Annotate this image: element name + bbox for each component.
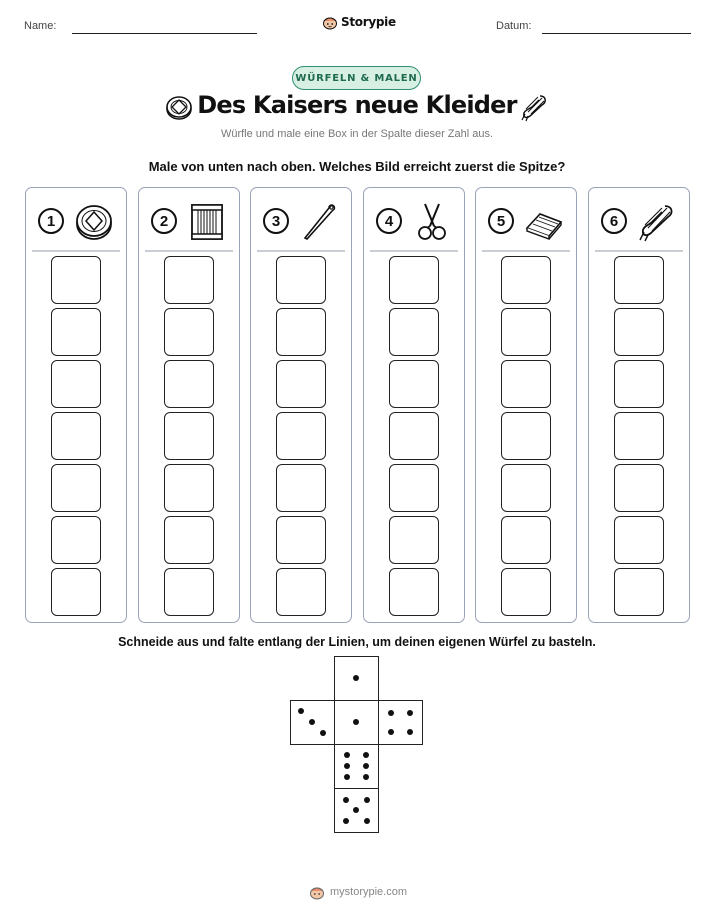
die-pip [363,752,369,758]
color-box[interactable] [614,464,664,512]
footer-url[interactable]: mystorypie.com [330,886,408,898]
die-pip [309,719,315,725]
column-1 [25,187,127,623]
column-divider [257,250,345,252]
column-divider [32,250,120,252]
column-number: 6 [601,208,627,234]
color-box[interactable] [276,568,326,616]
color-box[interactable] [389,516,439,564]
color-box[interactable] [614,412,664,460]
pie-mascot-icon [322,14,338,30]
die-pip [343,797,349,803]
column-3 [250,187,352,623]
column-5 [475,187,577,623]
scissors-icon [412,202,452,242]
column-number: 5 [488,208,514,234]
color-box[interactable] [614,308,664,356]
color-box[interactable] [276,516,326,564]
name-label: Name: [24,20,57,32]
color-box[interactable] [614,568,664,616]
die-pip [320,730,326,736]
color-box[interactable] [164,360,214,408]
color-box[interactable] [51,464,101,512]
die-pip [407,729,413,735]
die-face-6[interactable] [334,744,379,789]
color-box[interactable] [164,256,214,304]
pie-mascot-icon [309,884,325,900]
die-face-3[interactable] [290,700,335,745]
column-number: 2 [151,208,177,234]
brand-name: Storypie [341,15,396,29]
die-pip [344,763,350,769]
thread-skein-icon [637,202,677,242]
color-box[interactable] [614,256,664,304]
color-box[interactable] [276,412,326,460]
die-face-1[interactable] [334,656,379,701]
die-pip [298,708,304,714]
color-box[interactable] [164,308,214,356]
color-box[interactable] [501,568,551,616]
die-face-1-center[interactable] [334,700,379,745]
die-pip [353,675,359,681]
die-pip [343,818,349,824]
footer [309,884,407,900]
die-face-5[interactable] [334,788,379,833]
column-number: 1 [38,208,64,234]
folded-cloth-icon [524,202,564,242]
color-box[interactable] [389,308,439,356]
color-box[interactable] [164,568,214,616]
coin-icon [74,202,114,242]
color-box[interactable] [164,412,214,460]
color-box[interactable] [276,308,326,356]
die-pip [363,774,369,780]
color-box[interactable] [51,516,101,564]
color-box[interactable] [501,464,551,512]
color-box[interactable] [389,568,439,616]
color-box[interactable] [389,464,439,512]
die-pip [388,710,394,716]
column-divider [145,250,233,252]
column-divider [370,250,458,252]
die-pip [344,752,350,758]
die-pip [364,818,370,824]
color-box[interactable] [51,308,101,356]
column-number: 4 [376,208,402,234]
color-box[interactable] [51,568,101,616]
cut-instruction: Schneide aus und falte entlang der Linien, um deinen eigenen Würfel zu basteln. [118,635,596,649]
color-box[interactable] [389,256,439,304]
column-6 [588,187,690,623]
die-pip [353,807,359,813]
color-box[interactable] [389,412,439,460]
date-write-line[interactable] [542,33,691,34]
color-box[interactable] [51,360,101,408]
color-box[interactable] [501,360,551,408]
brand-logo [322,14,396,30]
die-face-4[interactable] [378,700,423,745]
die-pip [364,797,370,803]
color-box[interactable] [501,516,551,564]
color-box[interactable] [501,256,551,304]
column-divider [595,250,683,252]
instruction: Male von unten nach oben. Welches Bild erreicht zuerst die Spitze? [148,159,566,174]
color-box[interactable] [51,412,101,460]
color-box[interactable] [276,360,326,408]
die-pip [363,763,369,769]
color-box[interactable] [276,256,326,304]
page-title: Des Kaisers neue Kleider [197,91,517,119]
die-pip [353,719,359,725]
thread-skein-icon [520,92,550,122]
color-box[interactable] [164,464,214,512]
column-2 [138,187,240,623]
color-box[interactable] [614,516,664,564]
name-write-line[interactable] [72,33,257,34]
color-box[interactable] [614,360,664,408]
color-box[interactable] [501,308,551,356]
die-pip [388,729,394,735]
subtitle: Würfle und male eine Box in der Spalte dieser Zahl aus. [220,128,494,140]
color-box[interactable] [51,256,101,304]
die-pip [407,710,413,716]
color-box[interactable] [276,464,326,512]
needle-icon [299,202,339,242]
color-box[interactable] [164,516,214,564]
date-label: Datum: [496,20,532,32]
title-row [0,90,714,126]
color-box[interactable] [389,360,439,408]
activity-badge: WÜRFELN & MALEN [292,66,421,90]
loom-icon [187,202,227,242]
column-number: 3 [263,208,289,234]
die-pip [344,774,350,780]
column-divider [482,250,570,252]
color-box[interactable] [501,412,551,460]
column-4 [363,187,465,623]
